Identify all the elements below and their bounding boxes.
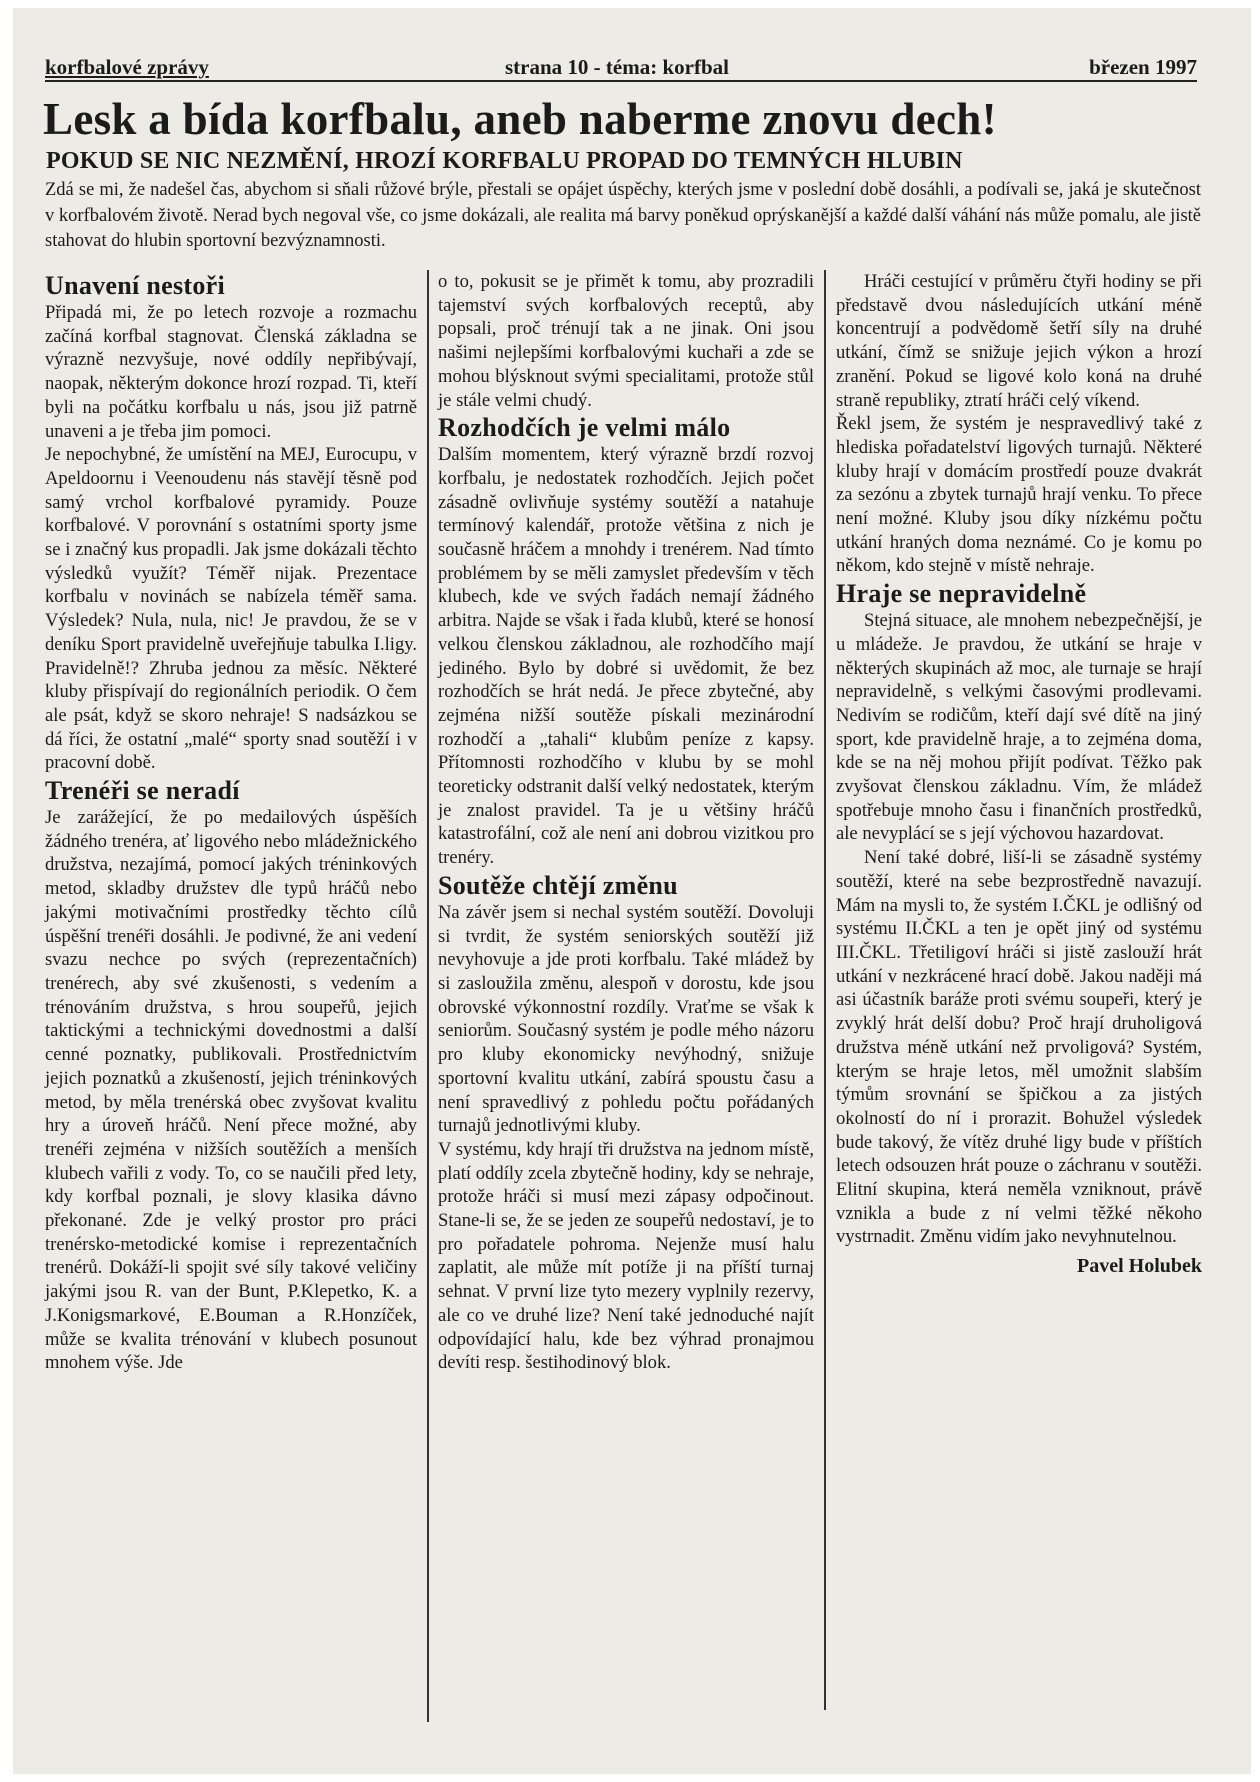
paragraph: Připadá mi, že po letech rozvoje a rozmachu začíná korfbal stagnovat. Členská základna se výrazně nezvyšuje, nové oddíly nepřibývají, naopak, některým dokonce hrozí rozpad. Ti, kteří byli na počátku korfbalu u nás, jsou již patrně unaveni a je třeba jim pomoci. xyxy=(45,302,417,442)
article-lead: Zdá se mi, že nadešel čas, abychom si sňali růžové brýle, přestali se opájet úspěchy, kterých jsme v poslední době dosáhli, a podívali se, jaká je skutečnost v korfbalovém životě. Nerad bych negoval vše, co jsme dokázali, ale realita má barvy poněkud oprýskanější a každé další váhání nás může pomalu, ale jistě stahovat do hlubin sportovní bezvýznamnosti. xyxy=(45,180,1201,251)
paragraph: Hráči cestující v průměru čtyři hodiny se při představě dvou následujících utkání méně koncentrují a podvědomě šetří síly na druhé utkání, čímž se snižuje jejich výkon a hrozí zranění. Pokud se ligové kolo koná na druhé straně republiky, ztratí hráči celý víkend. xyxy=(836,271,1202,411)
paragraph: Stejná situace, ale mnohem nebezpečnější, je u mládeže. Je pravdou, že utkání se hraje v některých skupinách až moc, ale turnaje se hrají nepravidelně, s velkými časovými prodlevami. Nedivím se rodičům, kteří dají své dítě na jiný sport, kde pravidelně hraje, a to zejména doma, kde se na něj mohou přijít podívat. Těžko pak zvyšovat členskou základnu. Vím, že mládež spotřebuje mnoho času i finančních prostředků, ale nevyplácí se s její výchovou hazardovat. xyxy=(836,610,1202,845)
paragraph: Na závěr jsem si nechal systém soutěží. Dovoluji si tvrdit, že systém seniorských soutěží již nevyhovuje a jde proti korfbalu. Také mládež by si zasloužila změnu, alespoň v dorostu, kde jsou obrovské výkonnostní rozdíly. Vraťme se však k seniorům. Současný systém je podle mého názoru pro kluby ekonomicky nevýhodný, snižuje sportovní kvalitu utkání, zabírá spoustu času a není spravedlivý z pohledu počtu pořádaných turnajů jednotlivými kluby. xyxy=(438,901,814,1137)
newspaper-page xyxy=(13,8,1251,1774)
article-headline: Lesk a bída korfbalu, aneb naberme znovu dech! xyxy=(43,94,997,144)
page-and-topic: strana 10 - téma: korfbal xyxy=(505,55,729,79)
paragraph: o to, pokusit se je přimět k tomu, aby prozradili tajemství svých korfbalových receptů, aby popsali, proč trénují tak a ne jinak. Oni jsou našimi nejlepšími korfbalovými kuchaři a zde se mohou blýsknout svými specialitami, protože stůl je stále velmi chudý. xyxy=(438,271,814,411)
paragraph: Dalším momentem, který výrazně brzdí rozvoj korfbalu, je nedostatek rozhodčích. Jejich počet zásadně ovlivňuje systémy soutěží a natahuje termínový kalendář, protože většina z nich je současně hráčem a mnohdy i trenérem. Nad tímto problémem by se měli zamyslet především v těch klubech, kde ve svých řadách nemají žádného arbitra. Najde se však i řada klubů, které se honosí velkou členskou základnou, ale rozhodčího mají jediného. Bylo by dobré si uvědomit, že bez rozhodčích se hrát nedá. Je přece zbytečné, aby zejména nižší soutěže pískali mezinárodní rozhodčí a „tahali“ klubům peníze z kapsy. Přítomnosti rozhodčího v klubu by se mohl teoreticky odstranit další velký nedostatek, kterým je znalost pravidel. Ta je u většiny hráčů katastrofální, což ale není ani dobrou vizitkou pro trenéry. xyxy=(438,444,814,869)
paragraph: Je nepochybné, že umístění na MEJ, Eurocupu, v Apeldoornu i Veenoudenu nás stavějí těsně pod samý vrchol korfbalové pyramidy. Pouze korfbalové. V porovnání s ostatními sporty jsme se i značný kus propadli. Jak jsme dokázali těchto výsledků využít? Téměř nijak. Prezentace korfbalu v novinách se nabízela téměř sama. Výsledek? Nula, nula, nic! Je pravdou, že se v deníku Sport pravidelně uveřejňuje tabulka I.ligy. Pravidelně!? Zhruba jednou za měsíc. Některé kluby přispívají do regionálních periodik. O čem ale psát, když se skoro nehraje! S nadsázkou se dá říci, že ostatní „malé“ sporty snad soutěží i v pracovní době. xyxy=(45,444,417,774)
section-heading: Hraje se nepravidelně xyxy=(836,579,1087,609)
article-subheadline: POKUD SE NIC NEZMĚNÍ, HROZÍ KORFBALU PROPAD DO TEMNÝCH HLUBIN xyxy=(46,148,963,174)
paragraph: Je zarážející, že po medailových úspěších žádného trenéra, ať ligového nebo mládežnického družstva, nezajímá, pomocí jakých tréninkových metod, skladby družstev dle typů hráčů nebo jakými motivačními prostředky těchto cílů úspěšní trenéři dosáhli. Je podivné, že ani vedení svazu nechce po svých (reprezentačních) trenérech, aby své zkušenosti, s vedením a trénováním družstva, s hrou soupeřů, jejich taktickými a technickými dovednostmi a další cenné poznatky, publikovali. Prostřednictvím jejich poznatků a zkušeností, jejich tréninkových metod, by měla trenérská obec zvyšovat kvalitu hry a úroveň hráčů. Není přece možné, aby trenéři zejména v nižších soutěžích a menších klubech vařili z vody. To, co se naučili před lety, kdy korfbal poznali, je slovy klasika dávno překonané. Zde je velký prostor pro práci trenérsko-metodické komise i reprezentačních trenérů. Dokáží-li spojit své síly takové veličiny jakými jsou R. van der Bunt, P.Klepetko, K. a J.Konigsmarkové, E.Bouman a R.Honzíček, může se kvalita trénování v klubech posunout mnohem výše. Jde xyxy=(45,807,417,1374)
article-author: Pavel Holubek xyxy=(1076,1255,1202,1278)
paragraph: V systému, kdy hrají tři družstva na jednom místě, platí oddíly zcela zbytečně hodiny, kdy se nehraje, protože hráči si musí mezi zápasy odpočinout. Stane-li se, že se jeden ze soupeřů nedostaví, je to pro pořadatele pohroma. Nejenže musí halu zaplatit, ale může mít potíže ji na příští turnaj sehnat. V první lize tyto mezery vyplnily rezervy, ale co ve druhé lize? Není také jednoduché najít odpovídající halu, kde bez výhrad pronajmou devíti resp. šestihodinový blok. xyxy=(438,1138,814,1374)
column-divider-2 xyxy=(824,270,826,1710)
section-heading: Unavení nestoři xyxy=(45,271,225,300)
issue-date: březen 1997 xyxy=(1089,55,1197,79)
column-1 xyxy=(45,270,417,1375)
publication-name: korfbalové zprávy xyxy=(45,55,209,79)
paragraph: Není také dobré, liší-li se zásadně systémy soutěží, které na sebe bezprostředně navazují. Mám na mysli to, že systém I.ČKL je odlišný od systému II.ČKL a ten je opět jiný od systému III.ČKL. Třetiligoví hráči si jistě zaslouží hrát utkání v nezkrácené hrací době. Jakou naději má asi účastník baráže proti svému soupeři, který je zvyklý hrát delší dobu? Proč hrají druholigová družstva méně utkání než prvoligová? Systém, kterým se hraje letos, měl umožnit slabším týmům srovnání se špičkou a za jistých okolností do ní i prorazit. Bohužel výsledek bude takový, že vítěz druhé ligy bude v příštích letech odsouzen hrát pouze o záchranu v soutěži. Elitní skupina, která neměla vzniknout, právě vznikla a bude z ní velmi těžké někoho vystrnadit. Změnu vidím jako nevyhnutelnou. xyxy=(836,847,1202,1248)
masthead xyxy=(45,52,1197,82)
column-2 xyxy=(438,270,814,1375)
section-heading: Soutěže chtějí změnu xyxy=(438,870,678,900)
column-3 xyxy=(836,270,1202,1279)
column-divider-1 xyxy=(427,270,429,1722)
section-heading: Rozhodčích je velmi málo xyxy=(438,413,731,443)
paragraph: Řekl jsem, že systém je nespravedlivý také z hlediska pořadatelství ligových turnajů. Některé kluby hrají v domácím prostředí pouze dvakrát za sezónu a zbytek turnajů hrají venku. To přece není možné. Kluby jsou díky nízkému počtu utkání hraných doma neznámé. Co je komu po někom, kdo stejně v místě nehraje. xyxy=(836,413,1202,577)
section-heading: Trenéři se neradí xyxy=(45,776,240,806)
